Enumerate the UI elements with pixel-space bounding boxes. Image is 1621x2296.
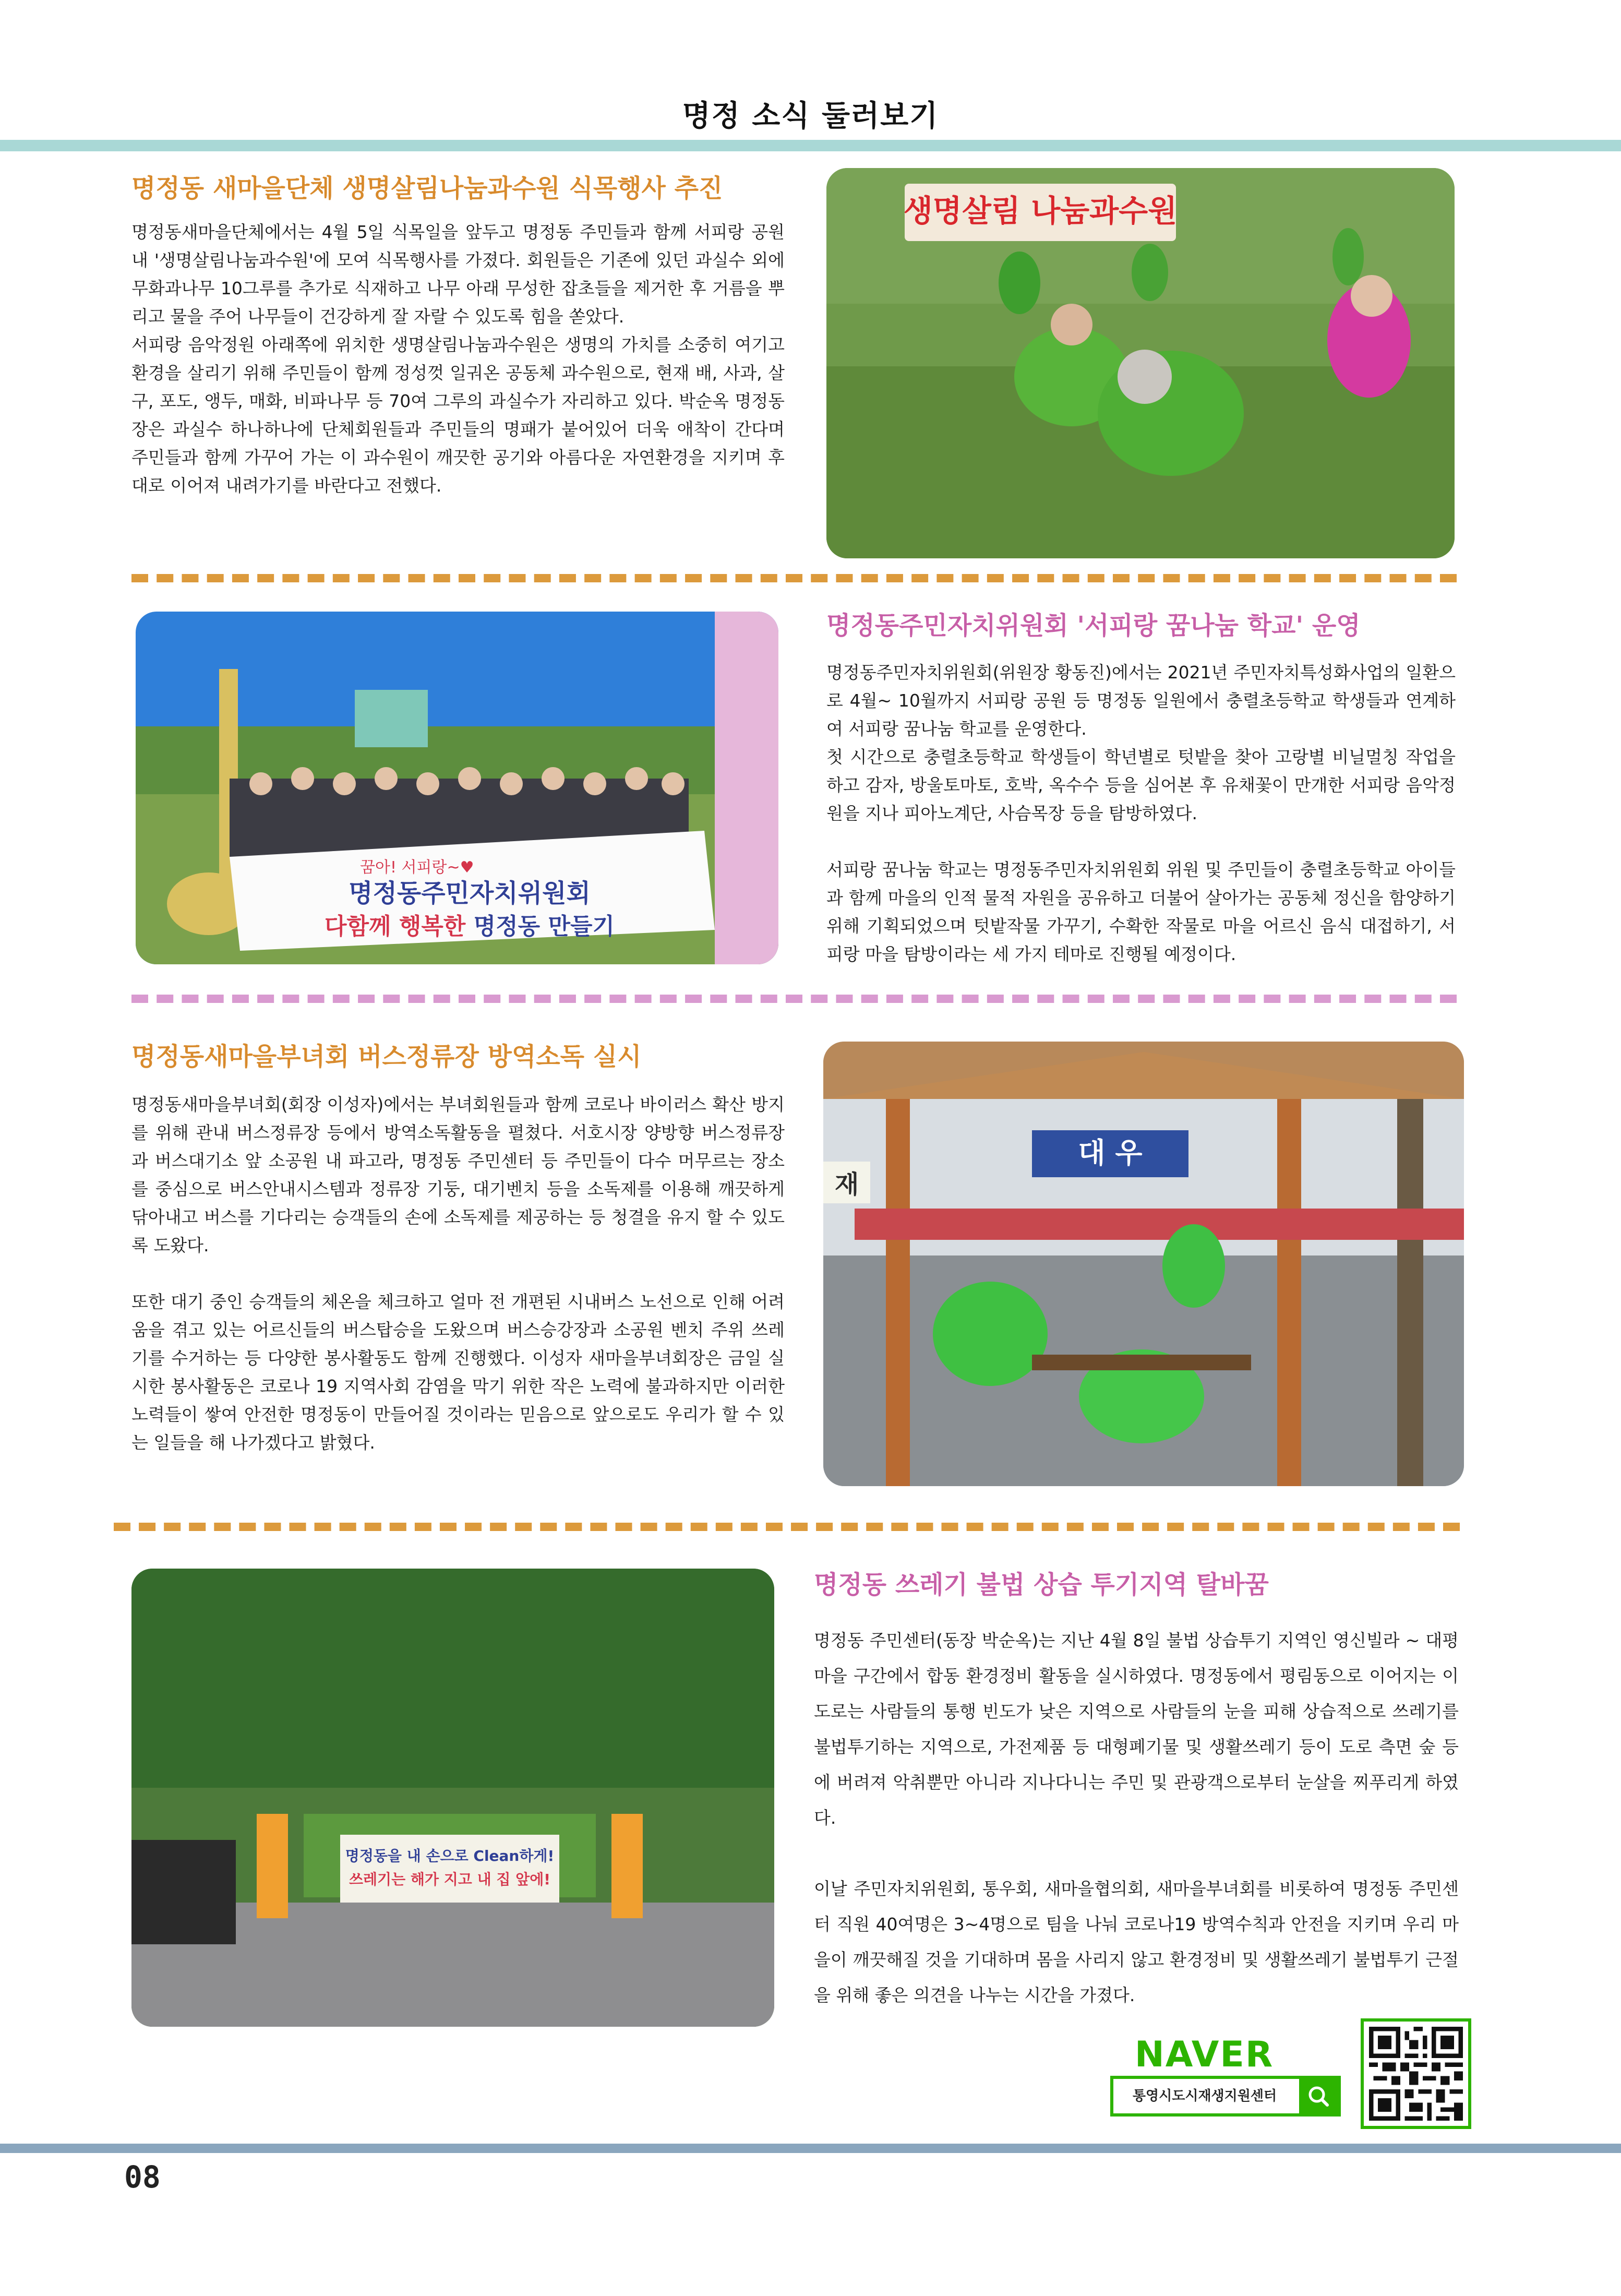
header-band xyxy=(0,140,1621,151)
divider-3 xyxy=(114,1523,1460,1531)
section-1-body xyxy=(131,218,785,500)
section-2-banner-line2a: 다함께 행복한 xyxy=(324,913,466,940)
page-header-title: 명정 소식 둘러보기 xyxy=(682,99,939,133)
naver-search-query[interactable]: 통영시도시재생지원센터 xyxy=(1132,2088,1277,2104)
section-3-paragraph-1: 명정동새마을부녀회(회장 이성자)에서는 부녀회원들과 함께 코로나 바이러스 확산 방지를 위해 관내 버스정류장 등에서 방역소독활동을 펼쳤다. 서호시장 양방향 버스정류장과 버스대기소 앞 소공원 내 파고라, 명정동 주민센터 등 주민들이 다수 머무르는 장소를 중심으로 버스안내시스템과 정류장 기둥, 대기벤치 등을 소독제를 이용해 깨끗하게 닦아내고 버스를 기다리는 승객들의 손에 소독제를 제공하는 등 청결을 유지 할 수 있도록 도왔다. xyxy=(131,1094,785,1255)
section-2-banner-small: 꿈아! 서피랑~♥ xyxy=(360,858,474,877)
section-1-paragraph-2: 서피랑 음악정원 아래쪽에 위치한 생명살림나눔과수원은 생명의 가치를 소중히 여기고 환경을 살리기 위해 주민들이 함께 정성껏 일궈온 공동체 과수원으로, 현재 배, 사과, 살구, 포도, 앵두, 매화, 비파나무 등 70여 그루의 과실수가 자리하고 있다. 박순옥 명정동장은 과실수 하나하나에 단체회원들과 주민들의 명패가 붙어있어 더욱 애착이 간다며 주민들과 함께 가꾸어 가는 이 과수원이 깨끗한 공기와 아름다운 자연환경을 지키며 후대로 이어져 내려가기를 바란다고 전했다. xyxy=(131,334,785,496)
footer-band xyxy=(0,2144,1621,2153)
section-4-body xyxy=(814,1623,1459,2013)
section-2-banner-line2b: 명정동 만들기 xyxy=(465,913,615,940)
section-3-paragraph-2: 또한 대기 중인 승객들의 체온을 체크하고 얼마 전 개편된 시내버스 노선으로 인해 어려움을 겪고 있는 어르신들의 버스탑승을 도왔으며 버스승강장과 소공원 벤치 주위 쓰레기를 수거하는 등 다양한 봉사활동도 함께 진행했다. 이성자 새마을부녀회장은 금일 실시한 봉사활동은 코로나 19 지역사회 감염을 막기 위한 작은 노력에 불과하지만 이러한 노력들이 쌓여 안전한 명정동이 만들어질 것이라는 믿음으로 앞으로도 우리가 할 수 있는 일들을 해 나가겠다고 밝혔다. xyxy=(131,1292,785,1453)
section-2-banner-line1: 명정동주민자치위원회 xyxy=(349,879,591,908)
section-4-banner-line1: 명정동을 내 손으로 Clean하게! xyxy=(345,1847,555,1864)
section-3-title: 명정동새마을부녀회 버스정류장 방역소독 실시 xyxy=(131,1042,642,1071)
section-2-photo xyxy=(136,612,778,964)
qr-code[interactable] xyxy=(1361,2018,1471,2129)
divider-2 xyxy=(131,995,1457,1003)
naver-logo: NAVER xyxy=(1134,2034,1274,2075)
section-2-paragraph-2: 첫 시간으로 충렬초등학교 학생들이 학년별로 텃밭을 찾아 고랑별 비닐멀칭 작업을 하고 감자, 방울토마토, 호박, 옥수수 등을 심어본 후 유채꽃이 만개한 서피랑 음악정원을 지나 피아노계단, 사슴목장 등을 탐방하였다. xyxy=(826,747,1456,823)
section-2-paragraph-1: 명정동주민자치위원회(위원장 황동진)에서는 2021년 주민자치특성화사업의 일환으로 4월~ 10월까지 서피랑 공원 등 명정동 일원에서 충렬초등학교 학생들과 연계하여 서피랑 꿈나눔 학교를 운영한다. xyxy=(826,662,1456,739)
section-3-photo xyxy=(823,1042,1464,1486)
section-2-body xyxy=(826,659,1456,968)
section-4-photo xyxy=(131,1569,774,2027)
section-4-paragraph-2: 이날 주민자치위원회, 통우회, 새마을협의회, 새마을부녀회를 비롯하여 명정동 주민센터 직원 40여명은 3~4명으로 팀을 나눠 코로나19 방역수칙과 안전을 지키며 우리 마을이 깨끗해질 것을 기대하며 몸을 사리지 않고 환경정비 및 생활쓰레기 불법투기 근절을 위해 좋은 의견을 나누는 시간을 가졌다. xyxy=(814,1879,1459,2005)
section-2-title: 명정동주민자치위원회 '서피랑 꿈나눔 학교' 운영 xyxy=(826,611,1361,640)
section-1-banner-text: 생명살림 나눔과수원 xyxy=(903,193,1178,229)
section-3-shop-sign-left: 재 xyxy=(834,1170,859,1199)
section-4-paragraph-1: 명정동 주민센터(동장 박순옥)는 지난 4월 8일 불법 상습투기 지역인 영신빌라 ~ 대평마을 구간에서 합동 환경정비 활동을 실시하였다. 명정동에서 평림동으로 이어지는 이 도로는 사람들의 통행 빈도가 낮은 지역으로 사람들의 눈을 피해 상습적으로 쓰레기를 불법투기하는 지역으로, 가전제품 등 대형폐기물 및 생활쓰레기 등이 도로 측면 숲 등에 버려져 악취뿐만 아니라 지나다니는 주민 및 관광객으로부터 눈살을 찌푸리게 하였다. xyxy=(814,1630,1459,1828)
qr-code-icon xyxy=(1369,2027,1463,2121)
divider-1 xyxy=(131,574,1457,582)
section-4-title: 명정동 쓰레기 불법 상습 투기지역 탈바꿈 xyxy=(814,1570,1269,1599)
naver-search-button[interactable] xyxy=(1299,2079,1338,2113)
section-3-shop-sign: 대 우 xyxy=(1078,1137,1143,1169)
section-1-paragraph-1: 명정동새마을단체에서는 4월 5일 식목일을 앞두고 명정동 주민들과 함께 서피랑 공원 내 '생명살림나눔과수원'에 모여 식목행사를 가졌다. 회원들은 기존에 있던 과실수 외에 무화과나무 10그루를 추가로 식재하고 나무 아래 무성한 잡초들을 제거한 후 거름을 뿌리고 물을 주어 나무들이 건강하게 잘 자랄 수 있도록 힘을 쏟았다. xyxy=(131,222,785,327)
section-4-banner-line2: 쓰레기는 해가 지고 내 집 앞에! xyxy=(349,1871,551,1888)
section-3-body xyxy=(131,1091,785,1457)
search-icon xyxy=(1299,2079,1338,2113)
naver-search-box[interactable] xyxy=(1110,2076,1341,2116)
page-number: 08 xyxy=(124,2159,161,2195)
section-1-photo xyxy=(826,168,1455,558)
section-2-paragraph-3: 서피랑 꿈나눔 학교는 명정동주민자치위원회 위원 및 주민들이 충렬초등학교 아이들과 함께 마을의 인적 물적 자원을 공유하고 더불어 살아가는 공동체 정신을 함양하기 위해 기획되었으며 텃밭작물 가꾸기, 수확한 작물로 마을 어르신 음식 대접하기, 서피랑 마을 탐방이라는 세 가지 테마로 진행될 예정이다. xyxy=(826,859,1456,964)
svg-text:다함께 행복한 명정동 만들기 xyxy=(325,913,615,940)
section-1-title: 명정동 새마을단체 생명살림나눔과수원 식목행사 추진 xyxy=(131,174,723,203)
